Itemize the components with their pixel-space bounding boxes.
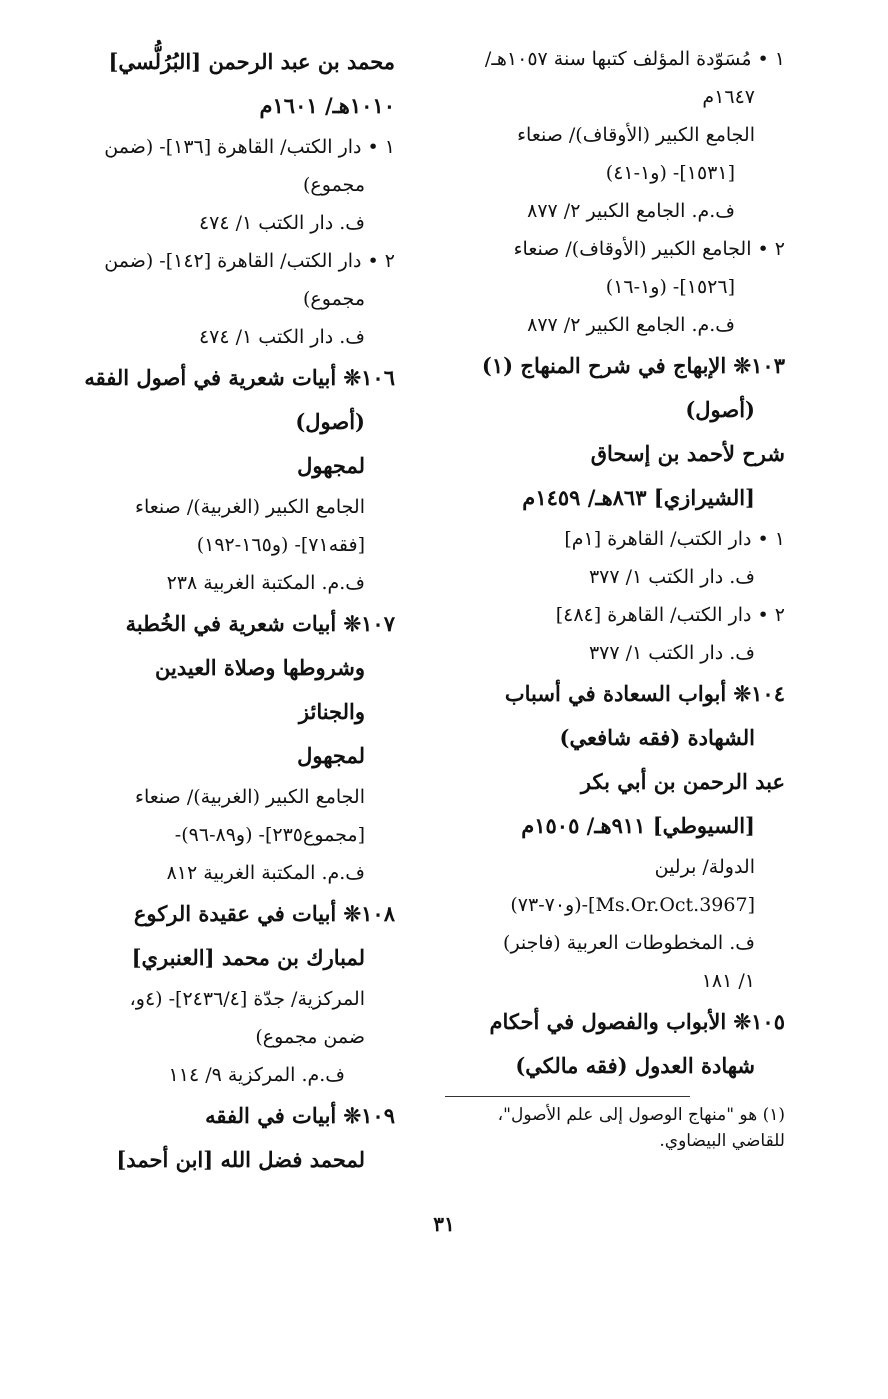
left-column-line: والجنائز xyxy=(298,699,365,724)
left-column-line: الجامع الكبير (الغربية)/ صنعاء xyxy=(135,786,365,808)
footnote: (١) هو "منهاج الوصول إلى علم الأصول"، للقاضي البيضاوي. xyxy=(497,1105,785,1151)
right-column-line: ١ • دار الكتب/ القاهرة [١م] xyxy=(564,528,785,550)
right-column-line: الدولة/ برلين xyxy=(654,856,755,878)
left-column-line: (أصول) xyxy=(295,409,365,434)
right-column-line: ١/ ١٨١ xyxy=(701,970,755,992)
right-column-line: ١ • مُسَوّدة المؤلف كتبها سنة ١٠٥٧هـ/ xyxy=(484,48,785,70)
right-column-line: ف. المخطوطات العربية (فاجنر) xyxy=(503,932,755,954)
footnote-separator xyxy=(445,1096,690,1097)
right-column-line: شهادة العدول (فقه مالكي) xyxy=(515,1053,755,1078)
left-column-line: ١٠١٠هـ/ ١٦٠١م xyxy=(259,93,395,118)
left-column-line: ف. دار الكتب ١/ ٤٧٤ xyxy=(198,326,365,348)
left-column-line: ضمن مجموع) xyxy=(255,1026,365,1048)
right-column-line: ف.م. الجامع الكبير ٢/ ٨٧٧ xyxy=(527,314,735,336)
left-column-line: لمجهول xyxy=(297,743,365,768)
right-column-line: الشهادة (فقه شافعي) xyxy=(559,725,755,750)
right-column-line: [الشيرازي] ٨٦٣هـ/ ١٤٥٩م xyxy=(522,485,755,510)
right-column-line: ف.م. الجامع الكبير ٢/ ٨٧٧ xyxy=(527,200,735,222)
left-column-line: ف. دار الكتب ١/ ٤٧٤ xyxy=(198,212,365,234)
left-column-line: مجموع) xyxy=(303,288,365,310)
left-column-line: الجامع الكبير (الغربية)/ صنعاء xyxy=(135,496,365,518)
left-column-line: [مجموع٢٣٥]- (و٨٩-٩٦)- xyxy=(174,824,365,846)
right-column-line: شرح لأحمد بن إسحاق xyxy=(590,441,785,466)
left-column-line: ١٠٧❊ أبيات شعرية في الخُطبة xyxy=(125,611,395,636)
left-column-line: ف.م. المركزية ٩/ ١١٤ xyxy=(168,1064,345,1086)
left-column-line: لمجهول xyxy=(297,453,365,478)
right-column-line: الجامع الكبير (الأوقاف)/ صنعاء xyxy=(517,124,755,146)
left-column-line: وشروطها وصلاة العيدين xyxy=(155,655,365,680)
left-column-line: لمبارك بن محمد [العنبري] xyxy=(131,945,365,970)
right-column-line: [Ms.Or.Oct.3967]-(و٧٠-٧٣) xyxy=(510,894,755,916)
left-column-line: ١٠٨❊ أبيات في عقيدة الركوع xyxy=(133,901,395,926)
right-column-line: ١٦٤٧م xyxy=(702,86,755,108)
right-column-line: ١٠٣❊ الإبهاج في شرح المنهاج (١) xyxy=(481,353,785,378)
right-column-line: ف. دار الكتب ١/ ٣٧٧ xyxy=(588,642,755,664)
left-column-line: محمد بن عبد الرحمن [البُرُلُّسي] xyxy=(108,49,395,74)
right-column-line: ١٠٥❊ الأبواب والفصول في أحكام xyxy=(489,1009,785,1034)
right-column-line: [السيوطي] ٩١١هـ/ ١٥٠٥م xyxy=(521,813,755,838)
right-column-line: ٢ • الجامع الكبير (الأوقاف)/ صنعاء xyxy=(513,238,785,260)
left-column-line: ١٠٦❊ أبيات شعرية في أصول الفقه xyxy=(84,365,395,390)
right-column-line: [١٥٣١]- (و١-٤١) xyxy=(605,162,735,184)
right-column-line: ف. دار الكتب ١/ ٣٧٧ xyxy=(588,566,755,588)
left-column-line: ١٠٩❊ أبيات في الفقه xyxy=(205,1103,395,1128)
right-column xyxy=(445,40,785,1088)
left-column-line: المركزية/ جدّة [٢٤٣٦/٤]- (٤و، xyxy=(129,988,365,1010)
left-column-line: ١ • دار الكتب/ القاهرة [١٣٦]- (ضمن xyxy=(104,136,395,158)
left-column-line: ف.م. المكتبة الغربية ٢٣٨ xyxy=(166,572,365,594)
left-column-line: [فقه٧١]- (و١٦٥-١٩٢) xyxy=(196,534,365,556)
left-column-line: مجموع) xyxy=(303,174,365,196)
page-number: ٣١ xyxy=(433,1212,455,1236)
right-column-line: عبد الرحمن بن أبي بكر xyxy=(580,769,785,794)
right-column-line: (أصول) xyxy=(685,397,755,422)
left-column-line: ف.م. المكتبة الغربية ٨١٢ xyxy=(166,862,365,884)
left-column-line: ٢ • دار الكتب/ القاهرة [١٤٢]- (ضمن xyxy=(104,250,395,272)
left-column xyxy=(55,40,395,1182)
right-column-line: [١٥٢٦]- (و١-١٦) xyxy=(605,276,735,298)
right-column-line: ٢ • دار الكتب/ القاهرة [٤٨٤] xyxy=(555,604,785,626)
left-column-line: لمحمد فضل الله [ابن أحمد] xyxy=(116,1147,365,1172)
right-column-line: ١٠٤❊ أبواب السعادة في أسباب xyxy=(504,681,785,706)
